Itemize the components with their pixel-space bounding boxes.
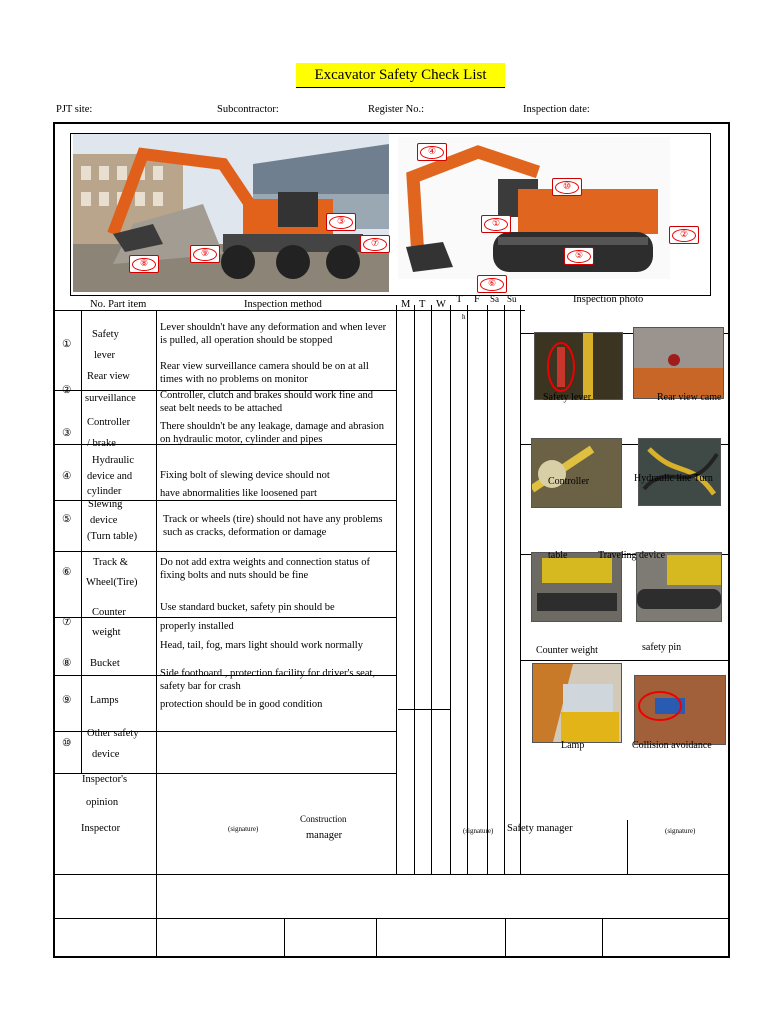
row-number: ⑧ [62,658,72,669]
inspection-method: Fixing bolt of slewing device should not [160,470,330,481]
page-title: Excavator Safety Check List [296,63,505,88]
grid-line [520,660,730,661]
part-item: device [90,515,118,526]
photo-safety-lever [534,332,623,400]
inspection-method: There shouldn't be any leakage, damage and abrasion on hydraulic motor, cylinder and pipes [160,421,385,445]
inspection-method: Side footboard , protection facility for driver's seat, safety bar for crash [160,668,376,692]
part-item: Slewing [88,499,123,510]
badge-5: ⑤ [564,247,594,265]
inspection-method: properly installed [160,621,234,632]
header-m: M [401,299,411,310]
construction-manager-label: Construction [300,814,347,824]
caption-safety-lever: Safety lever [543,392,592,403]
photo-hydraulic-line [638,438,721,506]
header-w: W [436,299,446,310]
grid-line [81,310,82,774]
subcontractor-label: Subcontractor: [217,104,279,115]
part-item: cylinder [87,486,122,497]
grid-line [431,305,432,875]
grid-line [520,305,521,875]
part-item: (Turn table) [87,531,138,542]
part-item: Bucket [90,658,120,669]
part-item: Wheel(Tire) [86,577,138,588]
row-number: ⑦ [62,617,72,628]
opinion-label: opinion [86,797,119,808]
photo-controller [531,438,622,508]
safety-manager-label: Safety manager [507,823,573,834]
inspection-date-label: Inspection date: [523,104,590,115]
inspection-method: Use standard bucket, safety pin should be [160,602,335,613]
inspector-label: Inspector [81,823,121,834]
caption-collision-avoidance: Collision avoidance [632,740,712,751]
part-item: Controller [87,417,131,428]
header-t: T [419,299,426,310]
caption-counter-weight: Counter weight [536,645,598,656]
inspection-method: have abnormalities like loosened part [160,488,317,499]
header-no-part: No. Part item [90,299,147,310]
inspection-method: protection should be in good condition [160,699,323,710]
inspection-method: Do not add extra weights and connection status of fixing bolts and nuts should be fine [160,557,370,581]
grid-line [55,551,396,552]
badge-7: ⑦ [360,235,390,253]
header-sa: Sa [490,294,499,304]
part-item: Other safety [87,728,139,739]
header-th: T [456,294,463,305]
grid-line [55,310,525,311]
grid-line [376,918,377,956]
badge-8: ⑧ [129,255,159,273]
row-number: ④ [62,471,72,482]
opinion-label: Inspector's [82,774,128,785]
grid-line [414,305,415,875]
row-number: ① [62,339,72,350]
caption-safety-pin: safety pin [642,642,682,653]
header-th-h: h [462,313,466,321]
badge-2: ② [669,226,699,244]
part-item: device and [87,471,133,482]
row-number: ⑨ [62,695,72,706]
badge-6: ⑥ [477,275,507,293]
grid-line [398,709,450,710]
grid-line [450,305,451,875]
badge-9: ⑨ [190,245,220,263]
row-number: ③ [62,428,72,439]
part-item: / brake [87,438,116,449]
caption-hydraulic-line: Hydraulic line Turn [634,473,713,484]
part-item: Safety [92,329,119,340]
badge-3: ③ [326,213,356,231]
grid-line [504,305,505,875]
part-item: Track & [93,557,128,568]
photo-safety-pin [634,675,726,745]
part-item: device [92,749,120,760]
part-item: weight [92,627,121,638]
header-su: Su [507,294,517,304]
grid-line [505,918,506,956]
badge-1: ① [481,215,511,233]
grid-line [284,918,285,956]
inspection-method: Head, tail, fog, mars light should work normally [160,640,363,651]
grid-line [396,305,397,875]
grid-line [602,918,603,956]
header-f: F [474,294,480,305]
part-item: Rear view [87,371,130,382]
caption-rear-view: Rear view came [657,392,722,403]
grid-line [627,820,628,874]
caption-traveling-device: Traveling device [598,550,666,561]
grid-line [487,305,488,875]
header-method: Inspection method [244,299,322,310]
register-no-label: Register No.: [368,104,424,115]
safety-manager-signature: (signature) [665,827,696,835]
construction-manager-label: manager [306,830,343,841]
row-number: ⑩ [62,738,72,749]
part-item: Lamps [90,695,119,706]
inspection-method: Lever shouldn't have any deformation and when lever is pulled, all operation should be stopped [160,322,387,346]
badge-10: ⑩ [552,178,582,196]
inspection-method: Track or wheels (tire) should not have any problems such as cracks, deformation or damage [163,514,383,538]
inspection-method: Rear view surveillance camera should be on at all times with no problems on monitor [160,361,369,385]
caption-controller: Controller [548,476,590,487]
grid-line [156,310,157,956]
part-item: Counter [92,607,126,618]
part-item: lever [94,350,115,361]
row-number: ② [62,385,72,396]
header-photo: Inspection photo [573,294,644,305]
row-number: ⑤ [62,514,72,525]
photo-turn-table [531,552,622,622]
part-item: Hydraulic [92,455,134,466]
caption-turn-table: table [548,550,568,561]
photo-traveling-device [636,552,722,622]
part-item: surveillance [85,393,136,404]
inspector-signature: (signature) [228,825,259,833]
grid-line [467,305,468,875]
inspection-method: Controller, clutch and brakes should work fine and seat belt needs to be attached [160,390,374,414]
row-number: ⑥ [62,567,72,578]
pjt-site-label: PJT site: [56,104,93,115]
construction-manager-signature: (signature) [463,827,494,835]
badge-4: ④ [417,143,447,161]
caption-lamp: Lamp [561,740,585,751]
photo-counter-weight [532,663,622,743]
photo-rear-view [633,327,724,399]
